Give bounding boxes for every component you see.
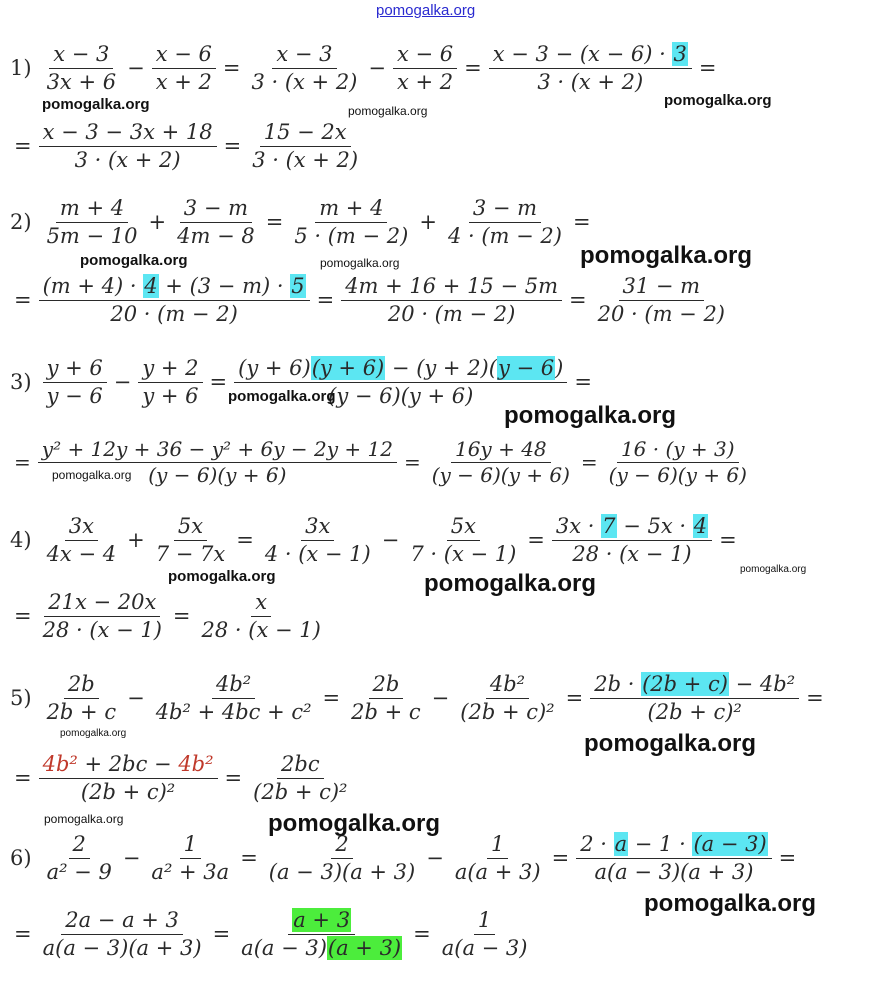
- denominator: 5m − 10: [46, 223, 138, 248]
- fraction: [43, 513, 121, 567]
- highlighted-factor: 3: [673, 42, 687, 67]
- fraction: [406, 513, 520, 567]
- fraction: [43, 41, 121, 95]
- denominator: 2b + c: [46, 699, 117, 724]
- denominator: 28 · (x − 1): [572, 541, 692, 566]
- numerator-text: + 2bc −: [77, 752, 179, 777]
- cancelled-factor: a + 3: [293, 908, 351, 933]
- denominator: a(a − 3): [441, 935, 528, 960]
- equals-sign: =: [565, 686, 584, 710]
- numerator: x − 3: [49, 41, 113, 68]
- equals-sign: =: [527, 528, 545, 552]
- numerator: y + 2: [138, 355, 202, 382]
- problem-1-line-2: [10, 106, 365, 186]
- fraction: [451, 831, 545, 885]
- fraction: [152, 671, 316, 725]
- numerator: x − 6: [393, 41, 457, 68]
- denominator: (y − 6)(y + 6): [328, 383, 474, 408]
- highlighted-factor: (2b + c): [642, 672, 728, 697]
- denominator: y − 6: [46, 383, 103, 408]
- equals-sign: =: [574, 370, 592, 394]
- numerator: 4b²: [486, 671, 529, 698]
- problem-2-line-1: [10, 182, 595, 262]
- fraction: [456, 671, 558, 725]
- denominator: (2b + c)²: [460, 699, 555, 724]
- fraction: [290, 195, 412, 249]
- numerator: 4m + 16 + 15 − 5m: [341, 273, 562, 300]
- equals-sign: =: [236, 528, 254, 552]
- operator: −: [113, 370, 132, 394]
- equals-sign: =: [14, 450, 31, 474]
- equals-sign: =: [209, 370, 228, 394]
- numerator-text: − 1 ·: [628, 832, 693, 857]
- highlighted-factor: y − 6: [497, 356, 555, 381]
- denominator: 20 · (m − 2): [597, 301, 725, 326]
- numerator: 2: [331, 831, 352, 858]
- watermark: pomogalka.org: [168, 568, 276, 585]
- operator: −: [426, 846, 444, 870]
- denominator: a(a + 3): [454, 859, 541, 884]
- watermark: pomogalka.org: [44, 812, 124, 826]
- fraction: [438, 907, 532, 961]
- equals-sign: =: [265, 210, 284, 234]
- equals-sign: =: [778, 846, 797, 870]
- problem-2-label: 2): [10, 210, 32, 234]
- operator: −: [381, 528, 400, 552]
- problem-6-line-2: [10, 894, 534, 974]
- problem-4-label: 4): [10, 528, 32, 552]
- denominator: (y − 6)(y + 6): [431, 462, 570, 487]
- denominator: a² − 9: [46, 859, 112, 884]
- equals-sign: =: [212, 922, 231, 946]
- denominator: x + 2: [397, 69, 454, 94]
- problem-3-label: 3): [10, 370, 32, 394]
- numerator: 2bc: [277, 751, 324, 778]
- numerator: m + 4: [315, 195, 387, 222]
- denominator: (2b + c)²: [253, 779, 348, 804]
- fraction: [489, 41, 692, 95]
- problem-5-line-1: [10, 658, 828, 738]
- cancelled-term: 4b²: [42, 752, 78, 777]
- highlighted-factor: (a − 3): [693, 832, 767, 857]
- numerator: [590, 671, 799, 698]
- fraction: [173, 195, 259, 249]
- denominator: 4 · (x − 1): [264, 541, 371, 566]
- numerator: [489, 41, 692, 68]
- fraction: [43, 671, 121, 725]
- equals-sign: =: [322, 686, 341, 710]
- fraction: [147, 831, 233, 885]
- highlighted-factor: 4: [693, 514, 708, 539]
- problem-2-line-2: [10, 260, 732, 340]
- denominator: 3x + 6: [46, 69, 117, 94]
- watermark: pomogalka.org: [320, 256, 400, 270]
- operator: +: [127, 528, 145, 552]
- operator: +: [148, 210, 167, 234]
- equals-sign: =: [316, 288, 335, 312]
- fraction: [393, 41, 457, 95]
- equals-sign: =: [569, 288, 587, 312]
- denominator: (a − 3)(a + 3): [268, 859, 416, 884]
- equals-sign: =: [464, 56, 482, 80]
- numerator: 3 − m: [180, 195, 252, 222]
- problem-4-line-2: [10, 576, 328, 656]
- numerator: 4b²: [212, 671, 255, 698]
- numerator: [39, 273, 310, 300]
- equals-sign: =: [14, 604, 32, 628]
- watermark: pomogalka.org: [584, 730, 757, 757]
- fraction: [347, 671, 425, 725]
- denominator: 28 · (x − 1): [42, 617, 162, 642]
- equals-sign: =: [224, 766, 243, 790]
- highlighted-factor: (y + 6): [311, 356, 385, 381]
- fraction: [261, 513, 375, 567]
- numerator-text: (m + 4) ·: [42, 274, 144, 299]
- problem-5-label: 5): [10, 686, 32, 710]
- denominator: 7 · (x − 1): [410, 541, 517, 566]
- highlighted-factor: a: [614, 832, 628, 857]
- numerator: 5x: [174, 513, 207, 540]
- highlighted-factor: 7: [602, 514, 616, 539]
- numerator: 21x − 20x: [44, 589, 160, 616]
- equals-sign: =: [240, 846, 258, 870]
- denominator: (2b + c)²: [647, 699, 742, 724]
- denominator: 4 · (m − 2): [447, 223, 562, 248]
- cancelled-factor: (a + 3): [327, 935, 402, 960]
- operator: +: [419, 210, 437, 234]
- denominator: [237, 935, 406, 961]
- denominator: 3 · (x + 2): [537, 69, 644, 94]
- fraction: [152, 513, 230, 567]
- equals-sign: =: [572, 210, 591, 234]
- numerator-text: − (y + 2)(: [385, 356, 497, 381]
- fraction: [605, 437, 751, 488]
- fraction: [43, 355, 107, 409]
- numerator: [234, 355, 567, 382]
- numerator: 3 − m: [469, 195, 541, 222]
- denominator-text: a(a − 3): [241, 935, 327, 960]
- denominator: 3 · (x + 2): [74, 147, 181, 172]
- equals-sign: =: [551, 846, 570, 870]
- problem-6-label: 6): [10, 846, 32, 870]
- numerator: 5x: [447, 513, 480, 540]
- numerator: 1: [474, 907, 495, 934]
- numerator-text: 3x ·: [555, 514, 602, 539]
- fraction: [152, 41, 216, 95]
- numerator: 3x: [65, 513, 98, 540]
- numerator: x − 3: [272, 41, 336, 68]
- site-header-link[interactable]: pomogalka.org: [376, 2, 476, 19]
- fraction: [552, 513, 712, 567]
- numerator-text: − 4b²: [728, 672, 796, 697]
- numerator: [288, 907, 355, 934]
- denominator: 20 · (m − 2): [110, 301, 238, 326]
- denominator: 28 · (x − 1): [201, 617, 321, 642]
- fraction: [576, 831, 771, 885]
- fraction: [248, 119, 362, 173]
- numerator: 16y + 48: [451, 437, 551, 463]
- numerator: m + 4: [56, 195, 128, 222]
- numerator-text: x − 3 − (x − 6) ·: [492, 42, 673, 67]
- numerator: x: [251, 589, 271, 616]
- numerator: x − 3 − 3x + 18: [39, 119, 217, 146]
- numerator-text: − 5x ·: [616, 514, 693, 539]
- equals-sign: =: [719, 528, 737, 552]
- equals-sign: =: [806, 686, 824, 710]
- problem-4-line-1: [10, 500, 741, 580]
- operator: −: [127, 686, 145, 710]
- watermark: pomogalka.org: [644, 890, 817, 917]
- denominator: (y − 6)(y + 6): [608, 462, 747, 487]
- numerator-text: ): [555, 356, 564, 381]
- denominator: 2b + c: [351, 699, 421, 724]
- denominator: 4b² + 4bc + c²: [155, 699, 312, 724]
- equals-sign: =: [413, 922, 431, 946]
- numerator-text: + (3 − m) ·: [158, 274, 291, 299]
- numerator: 16 · (y + 3): [617, 437, 739, 463]
- denominator: 7 − 7x: [155, 541, 226, 566]
- equals-sign: =: [580, 450, 598, 474]
- watermark: pomogalka.org: [228, 388, 336, 405]
- fraction: [590, 671, 799, 725]
- numerator: y² + 12y + 36 − y² + 6y − 2y + 12: [38, 437, 397, 463]
- numerator: x − 6: [152, 41, 216, 68]
- denominator: 20 · (m − 2): [387, 301, 516, 326]
- numerator: 3x: [301, 513, 334, 540]
- equals-sign: =: [698, 56, 717, 80]
- equals-sign: =: [14, 134, 32, 158]
- numerator: 15 − 2x: [260, 119, 351, 146]
- denominator: 3 · (x + 2): [251, 69, 358, 94]
- watermark: pomogalka.org: [348, 104, 428, 118]
- watermark: pomogalka.org: [52, 468, 132, 482]
- fraction: [43, 831, 116, 885]
- fraction: [198, 589, 325, 643]
- equals-sign: =: [14, 922, 32, 946]
- problem-5-line-2: [10, 738, 354, 818]
- fraction: [341, 273, 562, 327]
- equals-sign: =: [14, 766, 32, 790]
- numerator-text: 2b ·: [594, 672, 642, 697]
- fraction: [39, 589, 166, 643]
- numerator: 2b: [64, 671, 99, 698]
- watermark: pomogalka.org: [268, 810, 441, 837]
- fraction: [138, 355, 202, 409]
- denominator: 5 · (m − 2): [294, 223, 409, 248]
- watermark: pomogalka.org: [740, 564, 807, 575]
- fraction: [43, 195, 142, 249]
- watermark: pomogalka.org: [80, 252, 188, 269]
- denominator: y + 6: [142, 383, 199, 408]
- denominator: a(a − 3)(a + 3): [42, 935, 202, 960]
- numerator: 2: [69, 831, 90, 858]
- operator: −: [431, 686, 450, 710]
- fraction: [237, 907, 406, 961]
- denominator: x + 2: [155, 69, 212, 94]
- fraction: [428, 437, 574, 488]
- operator: −: [122, 846, 141, 870]
- numerator-text: 2 ·: [580, 832, 614, 857]
- equals-sign: =: [403, 450, 421, 474]
- equals-sign: =: [14, 288, 32, 312]
- cancelled-term: 4b²: [178, 752, 214, 777]
- fraction: [249, 751, 351, 805]
- operator: −: [368, 56, 386, 80]
- equals-sign: =: [172, 604, 191, 628]
- watermark: pomogalka.org: [504, 402, 677, 429]
- denominator: (2b + c)²: [80, 779, 176, 804]
- numerator: 31 − m: [619, 273, 705, 300]
- numerator: 2a − a + 3: [61, 907, 183, 934]
- equals-sign: =: [222, 56, 241, 80]
- watermark: pomogalka.org: [580, 242, 753, 269]
- numerator: y + 6: [43, 355, 107, 382]
- fraction: [444, 195, 566, 249]
- numerator: [552, 513, 712, 540]
- problem-1-label: 1): [10, 56, 32, 80]
- fraction: [247, 41, 361, 95]
- watermark: pomogalka.org: [60, 728, 127, 739]
- fraction: [39, 273, 310, 327]
- highlighted-factor: 5: [291, 274, 305, 299]
- highlighted-factor: 4: [144, 274, 158, 299]
- fraction: [594, 273, 729, 327]
- numerator: [39, 751, 218, 778]
- denominator: 3 · (x + 2): [252, 147, 359, 172]
- watermark: pomogalka.org: [424, 570, 597, 597]
- watermark: pomogalka.org: [664, 92, 772, 109]
- denominator: 4x − 4: [46, 541, 117, 566]
- denominator: 4m − 8: [177, 223, 255, 248]
- fraction: [39, 907, 206, 961]
- numerator-text: (y + 6): [238, 356, 311, 381]
- denominator: a(a − 3)(a + 3): [594, 859, 754, 884]
- denominator: (y − 6)(y + 6): [148, 462, 287, 487]
- numerator: 1: [487, 831, 508, 858]
- denominator: a² + 3a: [151, 859, 230, 884]
- numerator: 1: [180, 831, 201, 858]
- numerator: 2b: [369, 671, 404, 698]
- problem-3-line-2: [10, 422, 754, 502]
- fraction: [265, 831, 419, 885]
- operator: −: [127, 56, 145, 80]
- fraction: [39, 119, 217, 173]
- fraction: [39, 751, 218, 805]
- numerator: [576, 831, 771, 858]
- equals-sign: =: [223, 134, 242, 158]
- watermark: pomogalka.org: [42, 96, 150, 113]
